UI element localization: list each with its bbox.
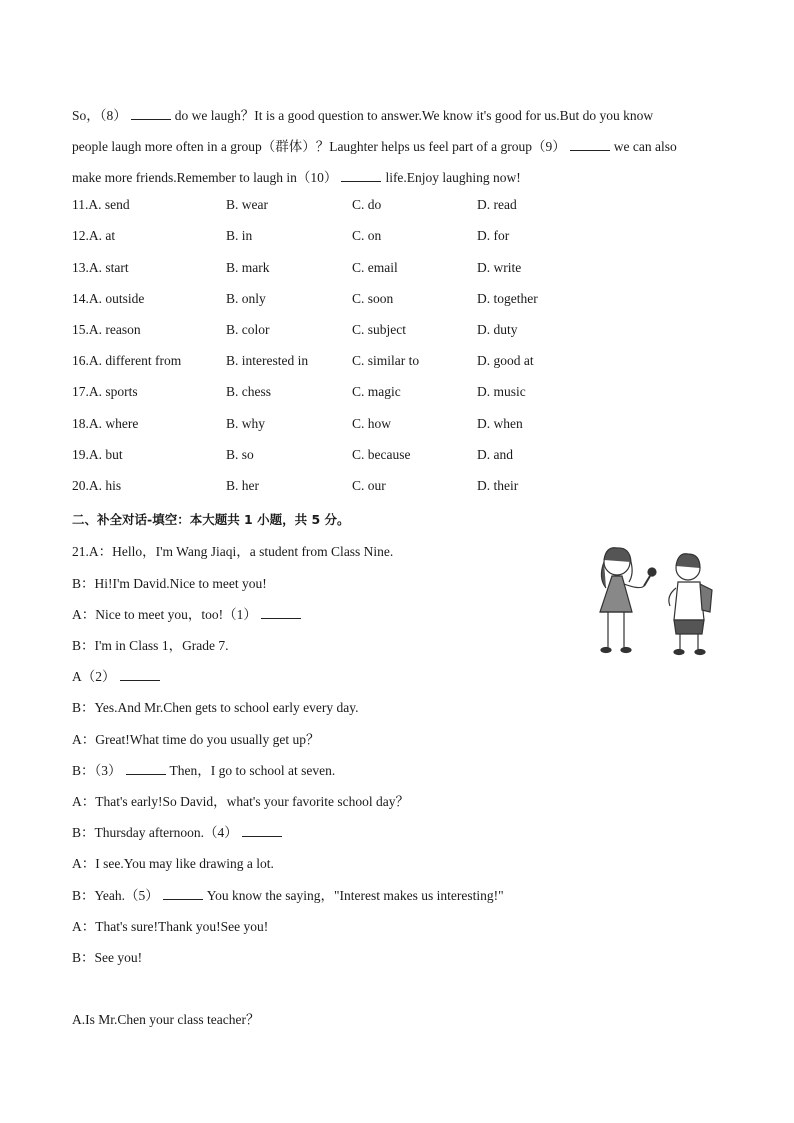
passage-text: people laugh more often in a group（群体）？Laughter helps us feel part of a group（9） xyxy=(72,139,566,154)
option-text: A. send xyxy=(88,197,130,212)
option-b[interactable]: B. in xyxy=(226,228,253,243)
option-text: A. but xyxy=(88,447,123,462)
question-option-row xyxy=(72,228,632,246)
option-b[interactable]: B. color xyxy=(226,322,270,337)
passage-text: life.Enjoy laughing now! xyxy=(385,170,521,185)
dialogue-line: B：Yes.And Mr.Chen gets to school early every day. xyxy=(72,700,359,715)
option-c[interactable]: C. magic xyxy=(352,384,401,399)
passage-text: make more friends.Remember to laugh in（10） xyxy=(72,170,338,185)
question-number: 19. xyxy=(72,447,89,462)
option-b[interactable]: B. mark xyxy=(226,260,270,275)
dialogue-line xyxy=(72,884,504,904)
option-text: A. his xyxy=(88,478,122,493)
dialogue-line: B：See you! xyxy=(72,950,143,965)
dialogue-line xyxy=(72,759,335,779)
dialogue-text: B：Yeah.（5） xyxy=(72,888,159,903)
option-a[interactable] xyxy=(72,478,121,494)
section-heading: 二、补全对话-填空：本大题共 1 小题，共 5 分。 xyxy=(72,512,350,527)
option-c[interactable]: C. because xyxy=(352,447,411,462)
option-c[interactable]: C. soon xyxy=(352,291,394,306)
option-d[interactable]: D. and xyxy=(477,447,513,462)
option-c[interactable]: C. subject xyxy=(352,322,406,337)
dialogue-line: B：I'm in Class 1，Grade 7. xyxy=(72,638,229,653)
option-c[interactable]: C. our xyxy=(352,478,386,493)
option-text: A. reason xyxy=(88,322,141,337)
option-b[interactable]: B. wear xyxy=(226,197,268,212)
dialogue-line: A：Great!What time do you usually get up？ xyxy=(72,732,320,747)
question-option-row xyxy=(72,197,632,215)
question-number: 16. xyxy=(72,353,89,368)
blank-10[interactable] xyxy=(341,169,381,182)
option-b[interactable]: B. interested in xyxy=(226,353,309,368)
question-option-row xyxy=(72,353,632,371)
option-c[interactable]: C. on xyxy=(352,228,382,243)
option-d[interactable]: D. for xyxy=(477,228,510,243)
dialogue-line xyxy=(72,821,286,841)
question-number: 17. xyxy=(72,384,89,399)
option-d[interactable]: D. music xyxy=(477,384,526,399)
dialogue-text: B：（3） xyxy=(72,763,122,778)
option-text: A. outside xyxy=(88,291,145,306)
question-option-row xyxy=(72,322,632,340)
option-text: A. sports xyxy=(88,384,138,399)
passage-line-1 xyxy=(72,104,653,124)
question-option-row xyxy=(72,478,632,496)
option-a[interactable] xyxy=(72,353,181,369)
dialogue-text: A：Nice to meet you，too!（1） xyxy=(72,607,257,622)
option-b[interactable]: B. why xyxy=(226,416,266,431)
option-a[interactable] xyxy=(72,228,115,244)
option-a[interactable] xyxy=(72,197,130,213)
option-c[interactable]: C. do xyxy=(352,197,382,212)
question-number: 20. xyxy=(72,478,89,493)
question-number: 13. xyxy=(72,260,89,275)
question-option-row xyxy=(72,260,632,278)
option-d[interactable]: D. write xyxy=(477,260,522,275)
dialogue-line xyxy=(72,603,305,623)
passage-line-3 xyxy=(72,166,521,186)
dialogue-text: Then，I go to school at seven. xyxy=(169,763,336,778)
dialogue-line: A：That's sure!Thank you!See you! xyxy=(72,919,269,934)
passage-text: So，（8） xyxy=(72,108,127,123)
option-a[interactable] xyxy=(72,260,129,276)
question-option-row xyxy=(72,447,632,465)
option-d[interactable]: D. duty xyxy=(477,322,518,337)
dialogue-text: A（2） xyxy=(72,669,116,684)
option-a[interactable] xyxy=(72,384,138,400)
option-text: A. different from xyxy=(88,353,182,368)
option-a[interactable] xyxy=(72,416,138,432)
passage-text: we can also xyxy=(613,139,677,154)
interview-illustration xyxy=(584,540,729,670)
option-b[interactable]: B. her xyxy=(226,478,259,493)
option-c[interactable]: C. similar to xyxy=(352,353,420,368)
dialogue-line: A：That's early!So David，what's your favorite school day？ xyxy=(72,794,410,809)
option-c[interactable]: C. how xyxy=(352,416,392,431)
option-text: A. start xyxy=(88,260,129,275)
question-number: 15. xyxy=(72,322,89,337)
blank-8[interactable] xyxy=(131,107,171,120)
option-d[interactable]: D. when xyxy=(477,416,523,431)
dialogue-line: A：I see.You may like drawing a lot. xyxy=(72,856,274,871)
option-d[interactable]: D. read xyxy=(477,197,517,212)
option-d[interactable]: D. their xyxy=(477,478,519,493)
question-option-row xyxy=(72,416,632,434)
option-d[interactable]: D. good at xyxy=(477,353,534,368)
passage-line-2 xyxy=(72,135,677,155)
question-option-row xyxy=(72,384,632,402)
question-number: 11. xyxy=(72,197,89,212)
option-c[interactable]: C. email xyxy=(352,260,398,275)
option-text: A. at xyxy=(88,228,116,243)
option-text: A. where xyxy=(88,416,139,431)
dialogue-line xyxy=(72,665,164,685)
blank-4[interactable] xyxy=(242,824,282,837)
blank-2[interactable] xyxy=(120,668,160,681)
option-d[interactable]: D. together xyxy=(477,291,538,306)
option-a[interactable] xyxy=(72,322,141,338)
option-a[interactable] xyxy=(72,447,123,463)
option-a[interactable] xyxy=(72,291,144,307)
question-option-row xyxy=(72,291,632,309)
question-number: 12. xyxy=(72,228,89,243)
option-b[interactable]: B. so xyxy=(226,447,254,462)
question-number: 18. xyxy=(72,416,89,431)
blank-3[interactable] xyxy=(126,762,166,775)
passage-text: do we laugh？It is a good question to answer.We know it's good for us.But do you know xyxy=(174,108,654,123)
blank-5[interactable] xyxy=(163,887,203,900)
blank-1[interactable] xyxy=(261,606,301,619)
dialogue-line: 21.A：Hello，I'm Wang Jiaqi，a student from Class Nine. xyxy=(72,544,394,559)
dialogue-text: You know the saying，"Interest makes us interesting!" xyxy=(206,888,504,903)
dialogue-text: B：Thursday afternoon.（4） xyxy=(72,825,238,840)
choice-a: A.Is Mr.Chen your class teacher？ xyxy=(72,1012,260,1027)
blank-9[interactable] xyxy=(570,138,610,151)
option-b[interactable]: B. only xyxy=(226,291,266,306)
dialogue-line: B：Hi!I'm David.Nice to meet you! xyxy=(72,576,267,591)
question-number: 14. xyxy=(72,291,89,306)
option-b[interactable]: B. chess xyxy=(226,384,271,399)
